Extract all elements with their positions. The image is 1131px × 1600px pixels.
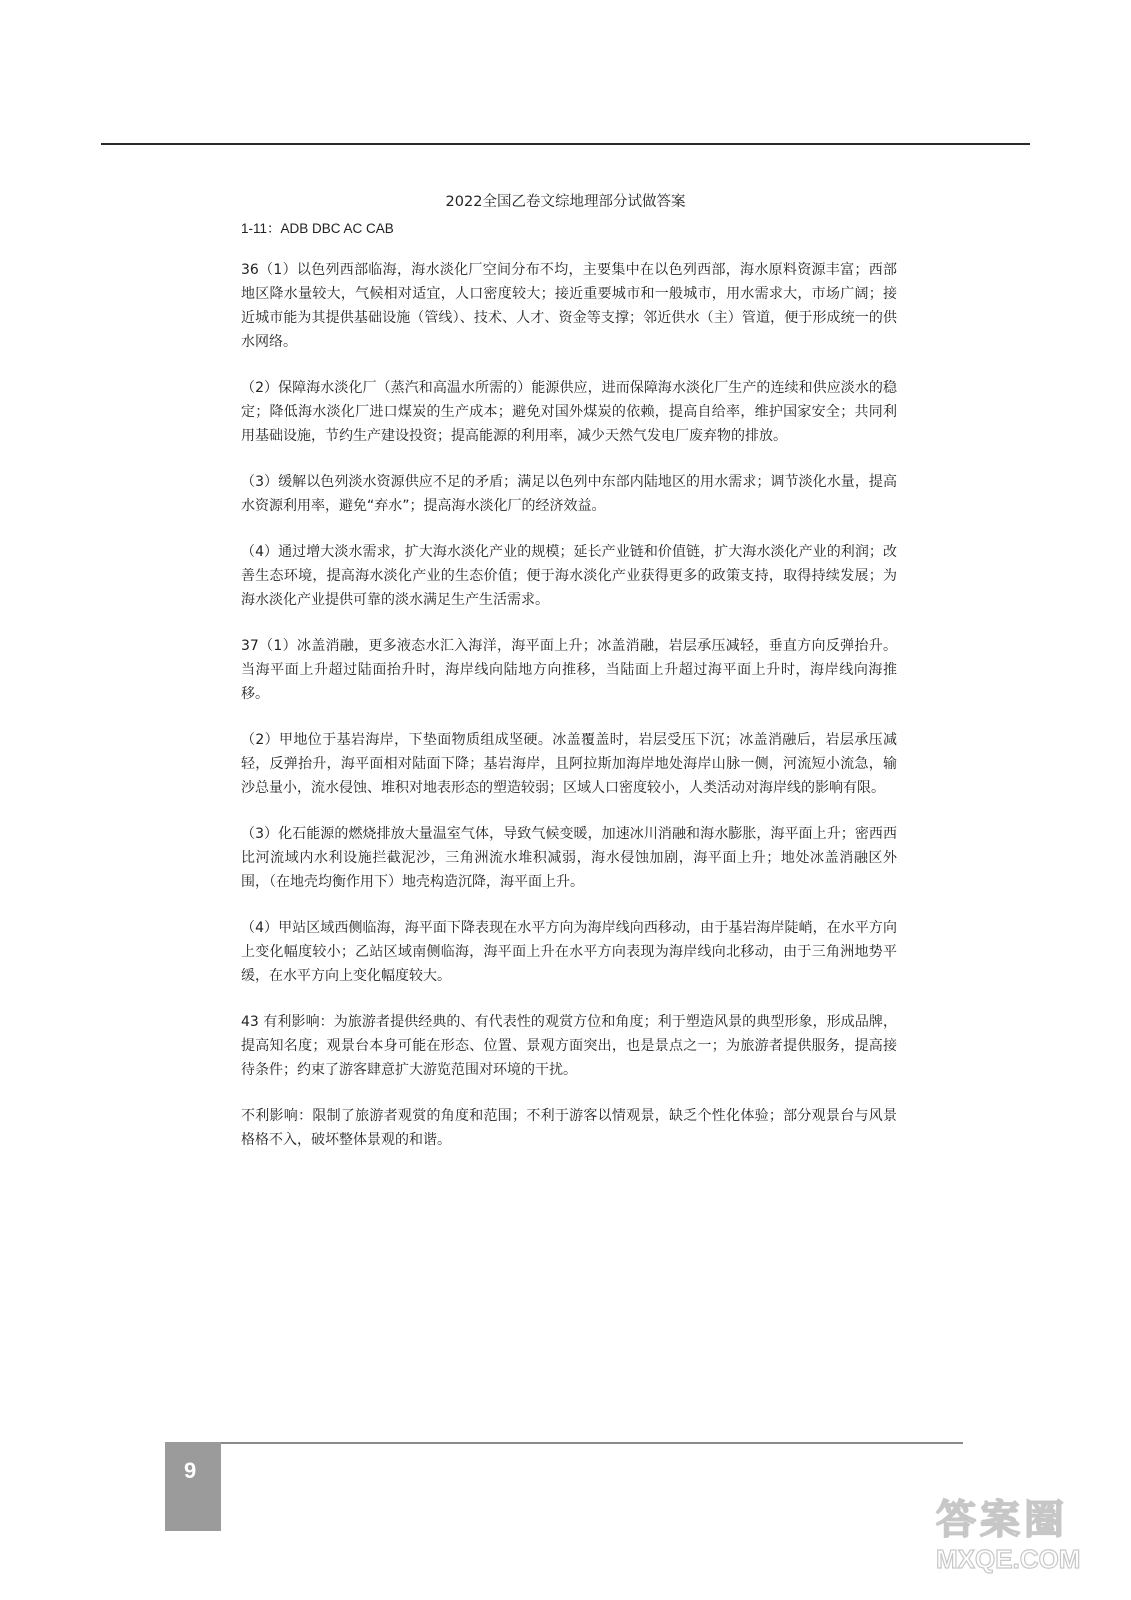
page-number-box <box>165 1442 221 1531</box>
answer-36-1: 36（1）以色列西部临海，海水淡化厂空间分布不均，主要集中在以色列西部，海水原料资源丰富；西部地区降水量较大，气候相对适宜，人口密度较大；接近重要城市和一般城市，用水需求大，市场广阔；接近城市能为其提供基础设施（管线）、技术、人才、资金等支撑；邻近供水（主）管道，便于形成统一的供水网络。 <box>241 262 897 350</box>
answer-43-positive: 43 有利影响：为旅游者提供经典的、有代表性的观赏方位和角度；利于塑造风景的典型形象，形成品牌，提高知名度；观景台本身可能在形态、位置、景观方面突出，也是景点之一；为旅游者提供服务，提高接待条件；约束了游客肆意扩大游览范围对环境的干扰。 <box>241 1014 897 1078</box>
footer-rule <box>221 1442 963 1444</box>
watermark-cn-text: 答案圈 <box>936 1497 1068 1543</box>
answer-37-1: 37（1）冰盖消融，更多液态水汇入海洋，海平面上升；冰盖消融，岩层承压减轻，垂直方向反弹抬升。当海平面上升超过陆面抬升时，海岸线向陆地方向推移，当陆面上升超过海平面上升时，海岸线向海推移。 <box>241 638 897 702</box>
answer-43-negative: 不利影响：限制了旅游者观赏的角度和范围；不利于游客以情观景，缺乏个性化体验；部分观景台与风景格格不入，破坏整体景观的和谐。 <box>241 1108 897 1148</box>
multiple-choice-answers: 1-11：ADB DBC AC CAB <box>241 221 394 236</box>
answer-content <box>241 258 897 1174</box>
answer-36-2: （2）保障海水淡化厂（蒸汽和高温水所需的）能源供应，进而保障海水淡化厂生产的连续和供应淡水的稳定；降低海水淡化厂进口煤炭的生产成本；避免对国外煤炭的依赖，提高自给率，维护国家安全；共同利用基础设施，节约生产建设投资；提高能源的利用率，减少天然气发电厂废弃物的排放。 <box>241 380 897 444</box>
answer-37-4: （4）甲站区域西侧临海，海平面下降表现在水平方向为海岸线向西移动，由于基岩海岸陡峭，在水平方向上变化幅度较小；乙站区域南侧临海，海平面上升在水平方向表现为海岸线向北移动，由于三角洲地势平缓，在水平方向上变化幅度较大。 <box>241 920 897 984</box>
header-rule <box>101 143 1030 145</box>
answer-36-3: （3）缓解以色列淡水资源供应不足的矛盾；满足以色列中东部内陆地区的用水需求；调节淡化水量，提高水资源利用率，避免“弃水”；提高海水淡化厂的经济效益。 <box>241 474 897 514</box>
page-title: 2022全国乙卷文综地理部分试做答案 <box>445 194 686 210</box>
watermark-en-text: MXQE.COM <box>936 1544 1081 1574</box>
answer-37-3: （3）化石能源的燃烧排放大量温室气体，导致气候变暖，加速冰川消融和海水膨胀，海平面上升；密西西比河流域内水利设施拦截泥沙，三角洲流水堆积减弱，海水侵蚀加剧，海平面上升；地处冰盖消融区外围，（在地壳均衡作用下）地壳构造沉降，海平面上升。 <box>241 826 897 890</box>
answer-36-4: （4）通过增大淡水需求，扩大海水淡化产业的规模；延长产业链和价值链，扩大海水淡化产业的利润；改善生态环境，提高海水淡化产业的生态价值；便于海水淡化产业获得更多的政策支持，取得持续发展；为海水淡化产业提供可靠的淡水满足生产生活需求。 <box>241 544 897 608</box>
answer-37-2: （2）甲地位于基岩海岸，下垫面物质组成坚硬。冰盖覆盖时，岩层受压下沉；冰盖消融后，岩层承压减轻，反弹抬升，海平面相对陆面下降；基岩海岸，且阿拉斯加海岸地处海岸山脉一侧，河流短小流急，输沙总量小，流水侵蚀、堆积对地表形态的塑造较弱；区域人口密度较小，人类活动对海岸线的影响有限。 <box>241 732 897 796</box>
watermark-logo <box>936 1488 1106 1588</box>
page-number: 9 <box>184 1458 197 1483</box>
